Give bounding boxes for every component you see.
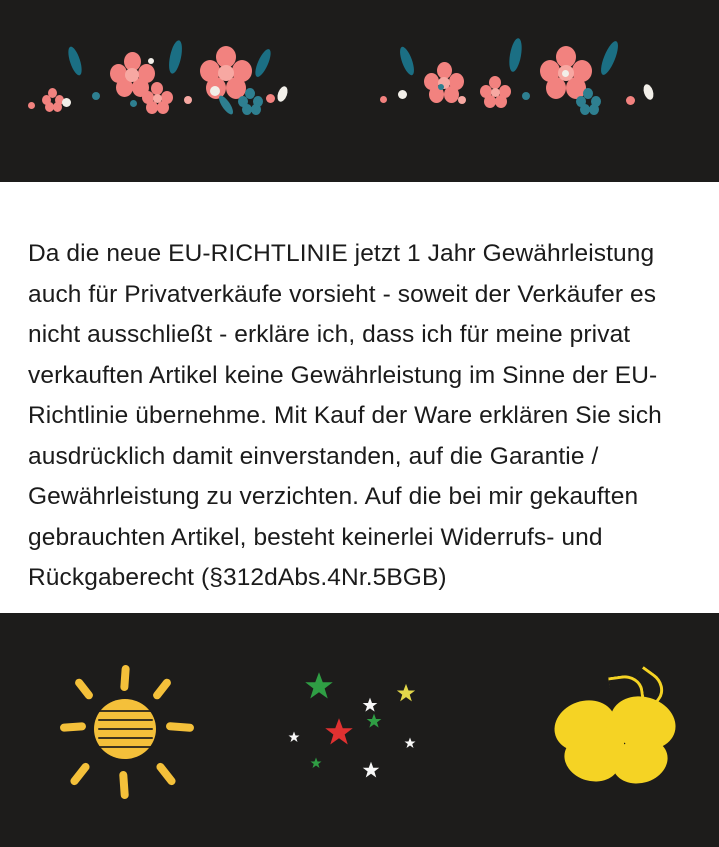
disclaimer-text: Da die neue EU-RICHTLINIE jetzt 1 Jahr Gewährleistung auch für Privatverkäufe vorsieht - soweit der Verkäufer es nicht ausschließt - erkläre ich, dass ich für meine privat verkauften Artikel keine Gewährleistung im Sinne der EU-Richtlinie übernehme. Mit Kauf der Ware erklären Sie sich ausdrücklich damit einverstanden, auf die Garantie / Gewährleistung zu verzichten. Auf die bei mir gekauften gebrauchten Artikel, besteht keinerlei Widerrufs- und Rückgaberecht (§312dAbs.4Nr.5BGB) <box>28 240 662 591</box>
dot-accent <box>62 98 71 107</box>
dot-accent <box>380 96 387 103</box>
dot-accent <box>210 86 220 96</box>
leaf-icon <box>507 37 524 72</box>
star-icon <box>304 671 334 701</box>
top-decorative-band <box>0 0 719 182</box>
star-icon <box>362 761 380 779</box>
leaf-icon <box>598 39 622 76</box>
dot-accent <box>438 84 444 90</box>
leaf-icon <box>66 45 85 77</box>
star-icon <box>324 717 354 747</box>
star-icon <box>310 757 322 769</box>
dot-accent <box>130 100 137 107</box>
floral-cluster-right <box>372 0 692 182</box>
disclaimer-text-block <box>0 182 719 613</box>
sun-doodle-icon <box>58 665 198 805</box>
stars-doodle <box>268 661 448 811</box>
star-icon <box>288 731 300 743</box>
dot-accent <box>266 94 275 103</box>
star-icon <box>404 737 416 749</box>
star-icon <box>366 713 382 729</box>
dot-accent <box>398 90 407 99</box>
dot-accent <box>184 96 192 104</box>
star-icon <box>362 697 378 713</box>
leaf-icon <box>167 39 185 75</box>
dot-accent <box>148 58 154 64</box>
oval-accent <box>642 83 656 101</box>
floral-cluster-left <box>14 0 334 182</box>
dot-accent <box>92 92 100 100</box>
dot-accent <box>458 96 466 104</box>
sun-core <box>94 699 156 759</box>
dot-accent <box>626 96 635 105</box>
dot-accent <box>562 70 569 77</box>
leaf-icon <box>397 45 417 77</box>
dot-accent <box>28 102 35 109</box>
bottom-decorative-band <box>0 613 719 847</box>
butterfly-body <box>606 715 624 767</box>
butterfly-doodle-icon <box>548 671 688 801</box>
oval-accent <box>276 85 290 103</box>
dot-accent <box>522 92 530 100</box>
leaf-icon <box>252 47 273 78</box>
star-icon <box>396 683 416 703</box>
